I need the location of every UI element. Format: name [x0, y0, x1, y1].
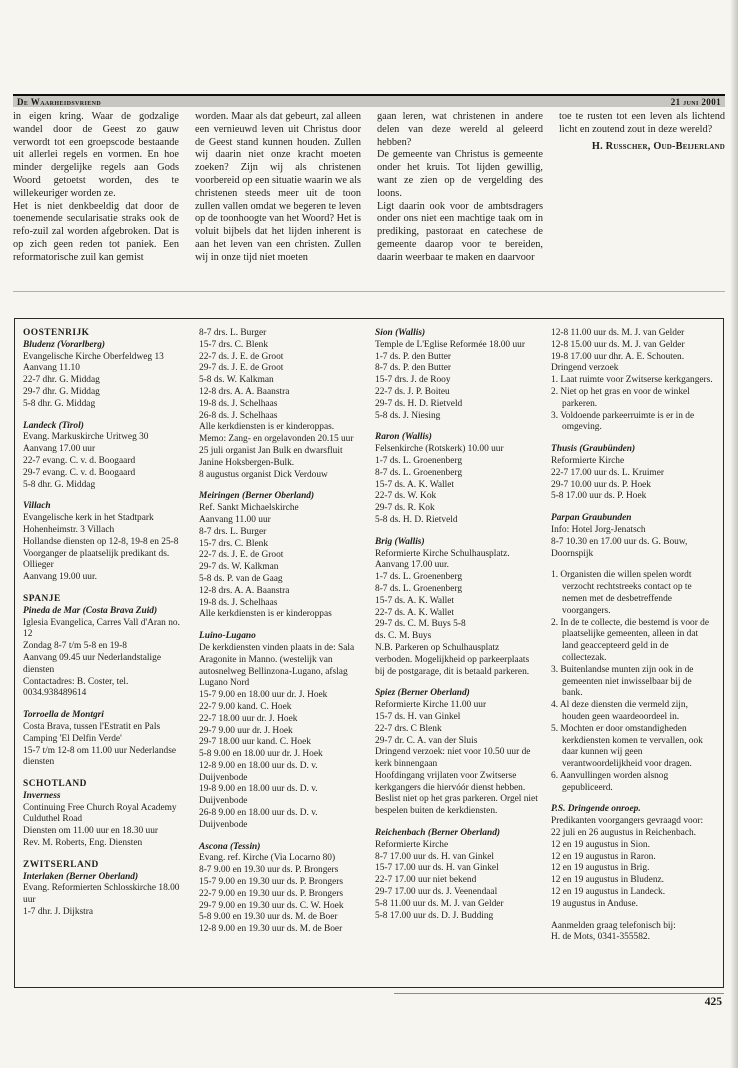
listing-line: Aanmelden graag telefonisch bij: — [551, 920, 676, 931]
listing-line: 19-8 17.00 uur dhr. A. E. Schouten. — [551, 351, 685, 362]
listing-line: Zondag 8-7 t/m 5-8 en 19-8 — [23, 641, 127, 652]
listing-line: Reformierte Kirche Schulhausplatz. Aanvang 17.00 uur. — [375, 548, 510, 571]
listing-line: 22-7 dhr. G. Middag — [23, 375, 100, 386]
listing-line: Aanvang 11.10 — [23, 363, 80, 374]
place-heading: Thusis (Graubünden) — [551, 444, 636, 455]
listing-numbered-item: 1. Organisten die willen spelen wordt verzocht rechtstreeks contact op te nemen met de desbetreffende voorgangers. — [551, 570, 692, 616]
place-heading: Meiringen (Berner Oberland) — [199, 491, 315, 502]
spacer — [375, 818, 538, 828]
article-body — [13, 111, 725, 265]
listing-numbered-item: 5. Mochten er door omstandigheden kerkdiensten komen te vervallen, ook daar kunnen wij geen verantwoordelijkheid voor dragen. — [551, 723, 703, 770]
listing-line: 12-8 15.00 uur ds. M. J. van Gelder — [551, 339, 685, 350]
listing-line: 8-7 9.00 en 19.30 uur ds. P. Brongers — [199, 865, 339, 876]
listing-line: 25 juli organist Jan Bulk en dwarsfluit Janine Hoksbergen-Bulk. — [199, 445, 343, 468]
listing-line: 8-7 drs. L. Burger — [199, 526, 267, 537]
spacer — [551, 434, 714, 444]
place-heading: Raron (Wallis) — [375, 432, 432, 443]
listing-line: Memo: Zang- en orgelavonden 20.15 uur — [199, 434, 354, 445]
listing-line: 22 juli en 26 augustus in Reichenbach. — [551, 828, 697, 839]
listing-line: 29-7 dhr. G. Middag — [23, 386, 100, 397]
ps-heading: P.S. Dringende onroep. — [551, 804, 641, 815]
listing-line: 22-7 ds. W. Kok — [375, 491, 437, 502]
listing-line: Ref. Sankt Michaelskirche — [199, 503, 299, 514]
article-paragraph: Ligt daarin ook voor de ambtsdragers onder ons niet een machtige taak om in prediking, pastoraat en catechese de gemeente daarop voor te bereiden, daarin weerbaar te maken en daarvoor — [377, 200, 543, 263]
spacer — [23, 584, 186, 594]
listing-numbered-item: 4. Al deze diensten die vermeld zijn, houden geen waardeoordeel in. — [551, 700, 688, 722]
listing-line: 22-7 ds. A. K. Wallet — [375, 607, 455, 618]
listing-line: 5-8 9.00 en 18.00 uur dr. J. Hoek — [199, 749, 323, 760]
listing-line: Evang. Markuskirche Uritweg 30 — [23, 432, 149, 443]
listing-line: 15-7 drs. C. Blenk — [199, 339, 269, 350]
listing-line: Aanvang 19.00 uur. — [23, 572, 97, 583]
listing-line: 29-7 9.00 en 19.30 uur ds. C. W. Hoek — [199, 900, 344, 911]
listing-line: Evang. Reformierten Schlosskirche 18.00 uur — [23, 883, 180, 906]
listing-line: 8 augustus organist Dick Verdouw — [199, 469, 328, 480]
listing-line: 29-7 9.00 uur dr. J. Hoek — [199, 725, 293, 736]
listing-line: 12 en 19 augustus in Bludenz. — [551, 875, 665, 886]
listing-line: 8-7 10.30 en 17.00 uur ds. G. Bouw, Doornspijk — [551, 536, 688, 559]
listing-line: 29-7 ds. C. M. Buys 5-8 — [375, 619, 466, 630]
listing-line: 22-7 ds. J. P. Boiteu — [375, 386, 450, 397]
listing-line: Evang. ref. Kirche (Via Locarno 80) — [199, 853, 336, 864]
place-heading: Inverness — [23, 790, 61, 801]
listing-line: 22-7 drs. C Blenk — [375, 723, 442, 734]
listing-line: 12-8 drs. A. A. Baanstra — [199, 386, 290, 397]
listing-line: 1-7 dhr. J. Dijkstra — [23, 907, 94, 918]
listing-line: 5-8 dhr. G. Middag — [23, 398, 96, 409]
footer-rule — [394, 993, 724, 994]
listing-line: 1-7 ds. P. den Butter — [375, 351, 452, 362]
spacer — [199, 481, 362, 491]
listing-line: Evangelische kerk in het Stadtpark Hohenheimstr. 3 Villach — [23, 513, 154, 535]
listing-line: 26-8 9.00 en 18.00 uur ds. D. v. Duijvenbode — [199, 808, 318, 830]
article-signature: H. Russcher, Oud-Beijerland — [591, 140, 725, 152]
country-heading: ZWITSERLAND — [23, 859, 99, 870]
listing-line: 5-8 17.00 uur ds. P. Hoek — [551, 491, 647, 502]
listing-line: H. de Mots, 0341-355582. — [551, 932, 650, 943]
listing-line: Alle kerkdiensten is er kinderoppas — [199, 609, 332, 620]
listing-line: 26-8 ds. J. Schelhaas — [199, 410, 278, 421]
listing-numbered-item: 2. In de te collecte, die bestemd is voor de plaatselijke gemeenten, alleen in dat land geaccepteerd geld in de collectezak. — [551, 617, 710, 663]
listing-line: 8-7 ds. P. den Butter — [375, 363, 452, 374]
listing-column-2 — [199, 328, 362, 979]
listing-line: Costa Brava, tussen l'Estratit en Pals — [23, 721, 161, 732]
listing-line: Dringend verzoek — [551, 363, 619, 374]
listing-line: 29-7 evang. C. v. d. Boogaard — [23, 467, 136, 478]
listing-numbered-item: 2. Niet op het gras en voor de winkel parkeren. — [551, 386, 690, 409]
listing-line: 8-7 ds. L. Groenenberg — [375, 583, 463, 594]
spacer — [375, 527, 538, 537]
listing-line: Hollandse diensten op 12-8, 19-8 en 25-8 — [23, 536, 179, 547]
listing-line: Dringend verzoek: niet voor 10.50 uur de kerk binnengaan — [375, 747, 531, 770]
listing-line: 22-7 ds. J. E. de Groot — [199, 550, 284, 561]
listing-column-4 — [551, 328, 714, 979]
listing-line: 8-7 ds. L. Groenenberg — [375, 467, 463, 478]
spacer — [375, 422, 538, 432]
listing-line: 5-8 ds. H. D. Rietveld — [375, 514, 458, 525]
spacer — [375, 678, 538, 688]
page-number: 425 — [704, 996, 722, 1008]
listing-line: 1-7 ds. L. Groenenberg — [375, 572, 463, 583]
article-paragraph: worden. Maar als dat gebeurt, zal alleen een vernieuwd leven uit Christus door de Geest stand kunnen houden. Zullen wij daarin niet onze kracht moeten zoeken? Zijn wij als christenen voorbereid op een situatie waarin we als christenen steeds meer uit de toon zullen vallen omdat we begeren te leven op de toonhoogte van het Woord? Het is voluit bijbels dat het lijden inherent is aan het leven van een christen. Zullen wij in onze tijd niet moeten — [195, 111, 361, 263]
spacer — [23, 850, 186, 860]
listing-line: 22-7 18.00 uur dr. J. Hoek — [199, 713, 298, 724]
listing-line: De kerkdiensten vinden plaats in de: Sala Aragonite in Manno. (westelijk van autosnelweg Bellinzona-Lugano, afslag Lugano Nord — [199, 642, 355, 689]
listing-line: ds. C. M. Buys — [375, 631, 432, 642]
listing-line: 19-8 ds. J. Schelhaas — [199, 398, 278, 409]
country-heading: SCHOTLAND — [23, 779, 87, 790]
listing-line: Evangelische Kirche Oberfeldweg 13 — [23, 351, 164, 362]
listing-line: Felsenkirche (Rotskerk) 10.00 uur — [375, 444, 504, 455]
listing-column-1 — [23, 328, 186, 979]
listing-line: 12-8 9.00 en 19.30 uur ds. M. de Boer — [199, 924, 343, 935]
listing-line: Aanvang 17.00 uur — [23, 444, 96, 455]
listing-line: 19-8 9.00 en 18.00 uur ds. D. v. Duijvenbode — [199, 784, 318, 807]
listing-column-3 — [375, 328, 538, 979]
listing-line: 5-8 dhr. G. Middag — [23, 479, 96, 490]
section-divider-rule — [13, 291, 725, 292]
listing-line: 22-7 17.00 uur ds. L. Kruimer — [551, 467, 665, 478]
listing-line: 19-8 ds. J. Schelhaas — [199, 597, 278, 608]
spacer — [551, 503, 714, 513]
listing-line: 15-7 9.00 en 19.30 uur ds. P. Brongers — [199, 877, 344, 888]
issue-date: 21 juni 2001 — [670, 96, 721, 107]
listing-line: 22-7 ds. J. E. de Groot — [199, 351, 284, 362]
listing-line: Iglesia Evangelica, Carres Vall d'Aran no. 12 — [23, 617, 180, 640]
masthead-bar — [13, 94, 725, 107]
page-footer — [394, 993, 724, 1008]
spacer — [23, 411, 186, 421]
listing-line: 5-8 ds. W. Kalkman — [199, 375, 274, 386]
article-column-1 — [13, 111, 179, 265]
place-heading: Interlaken (Berner Oberland) — [23, 871, 139, 882]
spacer — [551, 794, 714, 804]
spacer — [199, 621, 362, 631]
listing-line: 29-7 ds. J. E. de Groot — [199, 363, 284, 374]
article-paragraph: gaan leren, wat christenen in andere delen van deze wereld al geleerd hebben? — [377, 111, 543, 148]
country-heading: SPANJE — [23, 593, 61, 604]
listing-line: 5-8 11.00 uur ds. M. J. van Gelder — [375, 898, 504, 909]
listing-line: 12 en 19 augustus in Sion. — [551, 839, 650, 850]
listing-line: Continuing Free Church Royal Academy Culduthel Road — [23, 802, 177, 825]
listing-line: Aanvang 09.45 uur Nederlandstalige diensten — [23, 652, 161, 675]
article-paragraph: De gemeente van Christus is gemeente onder het kruis. Tot lijden gewillig, want ze zien op de vergelding des loons. — [377, 149, 543, 199]
listing-line: 29-7 18.00 uur kand. C. Hoek — [199, 737, 311, 748]
listing-line: Camping 'El Delfin Verde' — [23, 733, 122, 744]
listing-numbered-item: 3. Voldoende parkeerruimte is er in de omgeving. — [551, 410, 695, 433]
listing-line: 12-8 drs. A. A. Baanstra — [199, 585, 290, 596]
listing-line: 15-7 ds. A. K. Wallet — [375, 479, 455, 490]
listing-line: 5-8 ds. J. Niesing — [375, 410, 441, 421]
listing-line: 12 en 19 augustus in Raron. — [551, 851, 656, 862]
listing-line: 15-7 ds. A. K. Wallet — [375, 595, 455, 606]
place-heading: Spiez (Berner Oberland) — [375, 688, 470, 699]
listing-line: 22-7 evang. C. v. d. Boogaard — [23, 455, 136, 466]
listing-line: Alle kerkdiensten is er kinderoppas. — [199, 422, 335, 433]
listing-line: 22-7 9.00 kand. C. Hoek — [199, 701, 292, 712]
spacer — [199, 832, 362, 842]
place-heading: Bludenz (Vorarlberg) — [23, 339, 106, 350]
listing-line: 12-8 11.00 uur ds. M. J. van Gelder — [551, 328, 685, 338]
listing-line: 1-7 ds. L. Groenenberg — [375, 455, 463, 466]
scan-edge-shadow — [730, 0, 738, 1068]
listing-line: 8-7 drs. L. Burger — [199, 328, 267, 338]
article-paragraph: in eigen kring. Waar de godzalige wandel door de Geest zo gauw verwordt tot een groepscode bestaande uit allerlei regels en vormen. En hoe minder dergelijke regels aan Gods Woord getoetst worden, des te willekeuriger worden ze. — [13, 111, 179, 199]
article-paragraph: toe te rusten tot een leven als lichtend licht en zoutend zout in deze wereld? — [559, 111, 725, 135]
listing-line: 12 en 19 augustus in Brig. — [551, 863, 650, 874]
listing-line: Info: Hotel Jorg-Jenatsch — [551, 524, 646, 535]
listing-numbered-item: 1. Laat ruimte voor Zwitserse kerkgangers. — [551, 375, 713, 386]
listing-line: Predikanten voorgangers gevraagd voor: — [551, 816, 704, 827]
church-services-listing-box — [14, 318, 724, 988]
listing-line: Rev. M. Roberts, Eng. Diensten — [23, 838, 143, 849]
listing-line: 15-7 t/m 12-8 om 11.00 uur Nederlandse diensten — [23, 745, 177, 768]
listing-line: 22-7 9.00 en 19.30 uur ds. P. Brongers — [199, 888, 344, 899]
listing-numbered-item: 3. Buitenlandse munten zijn ook in de gemeenten niet inwisselbaar bij de bank. — [551, 664, 694, 699]
listing-line: 12-8 9.00 en 18.00 uur ds. D. v. Duijvenbode — [199, 760, 318, 783]
listing-line: Reformierte Kirche 11.00 uur — [375, 700, 487, 711]
spacer — [23, 700, 186, 710]
listing-line: 15-7 17.00 uur ds. H. van Ginkel — [375, 863, 499, 874]
listing-line: Temple de L'Eglise Reformée 18.00 uur — [375, 339, 525, 350]
listing-line: N.B. Parkeren op Schulhausplatz verboden. Mogelijkheid op parkeerplaats bij de postgarage, dit is betaald parkeren. — [375, 642, 530, 677]
place-heading: Ascona (Tessin) — [199, 841, 261, 852]
article-column-3 — [377, 111, 543, 265]
spacer — [551, 911, 714, 921]
listing-line: 19 augustus in Anduse. — [551, 898, 638, 909]
listing-line: Hoofdingang vrijlaten voor Zwitserse kerkgangers die hiervóór dienst hebben. Beslist niet op het gras parkeren. Orgel niet bespelen buiten de kerkdiensten. — [375, 770, 538, 817]
masthead — [13, 94, 725, 107]
place-heading: Reichenbach (Berner Oberland) — [375, 828, 500, 839]
article-column-2 — [195, 111, 361, 265]
listing-line: 15-7 drs. C. Blenk — [199, 538, 269, 549]
spacer — [23, 769, 186, 779]
listing-line: 29-7 10.00 uur ds. P. Hoek — [551, 479, 651, 490]
place-heading: Landeck (Tirol) — [23, 420, 84, 431]
spacer — [551, 560, 714, 570]
listing-line: 15-7 ds. H. van Ginkel — [375, 711, 461, 722]
listing-line: Diensten om 11.00 uur en 18.30 uur — [23, 826, 159, 837]
listing-line: 29-7 ds. W. Kalkman — [199, 562, 279, 573]
listing-line: 5-8 ds. P. van de Gaag — [199, 573, 283, 584]
listing-line: 5-8 9.00 en 19.30 uur ds. M. de Boer — [199, 912, 338, 923]
listing-line: Reformierte Kirche — [551, 455, 625, 466]
place-heading: Parpan Graubunden — [551, 513, 632, 524]
listing-line: 5-8 17.00 uur ds. D. J. Budding — [375, 910, 494, 921]
article-paragraph: Het is niet denkbeeldig dat door de toenemende secularisatie straks ook de refo-zuil zal worden afgebroken. Dat is op zich geen reden tot paniek. Een reformatorische zuil kan gemist — [13, 200, 179, 263]
listing-line: 29-7 ds. R. Kok — [375, 503, 435, 514]
listing-line: 22-7 17.00 uur niet bekend — [375, 875, 477, 886]
publication-title: De Waarheidsvriend — [17, 96, 102, 107]
place-heading: Brig (Wallis) — [375, 536, 425, 547]
place-heading: Luino-Lugano — [199, 631, 256, 642]
country-heading: OOSTENRIJK — [23, 328, 90, 338]
listing-line: 15-7 drs. J. de Rooy — [375, 375, 451, 386]
listing-line: Aanvang 11.00 uur — [199, 514, 271, 525]
listing-line: 8-7 17.00 uur ds. H. van Ginkel — [375, 851, 494, 862]
place-heading: Villach — [23, 501, 51, 512]
spacer — [23, 491, 186, 501]
place-heading: Pineda de Mar (Costa Brava Zuid) — [23, 605, 158, 616]
place-heading: Sion (Wallis) — [375, 328, 426, 338]
listing-line: 29-7 17.00 uur ds. J. Veenendaal — [375, 887, 498, 898]
listing-line: 29-7 ds. H. D. Rietveld — [375, 398, 463, 409]
listing-numbered-item: 6. Aanvullingen worden alsnog gepubliceerd. — [551, 770, 669, 793]
place-heading: Torroella de Montgri — [23, 710, 104, 721]
listing-line: Contactadres: B. Coster, tel. 0034.938489614 — [23, 676, 129, 699]
article-column-4 — [559, 111, 725, 265]
listing-line: 12 en 19 augustus in Landeck. — [551, 887, 666, 898]
listing-line: Reformierte Kirche — [375, 839, 449, 850]
listing-line: 29-7 dr. C. A. van der Sluis — [375, 735, 478, 746]
listing-line: Voorganger de plaatselijk predikant ds. Ollieger — [23, 548, 170, 571]
listing-line: 15-7 9.00 en 18.00 uur dr. J. Hoek — [199, 690, 328, 701]
